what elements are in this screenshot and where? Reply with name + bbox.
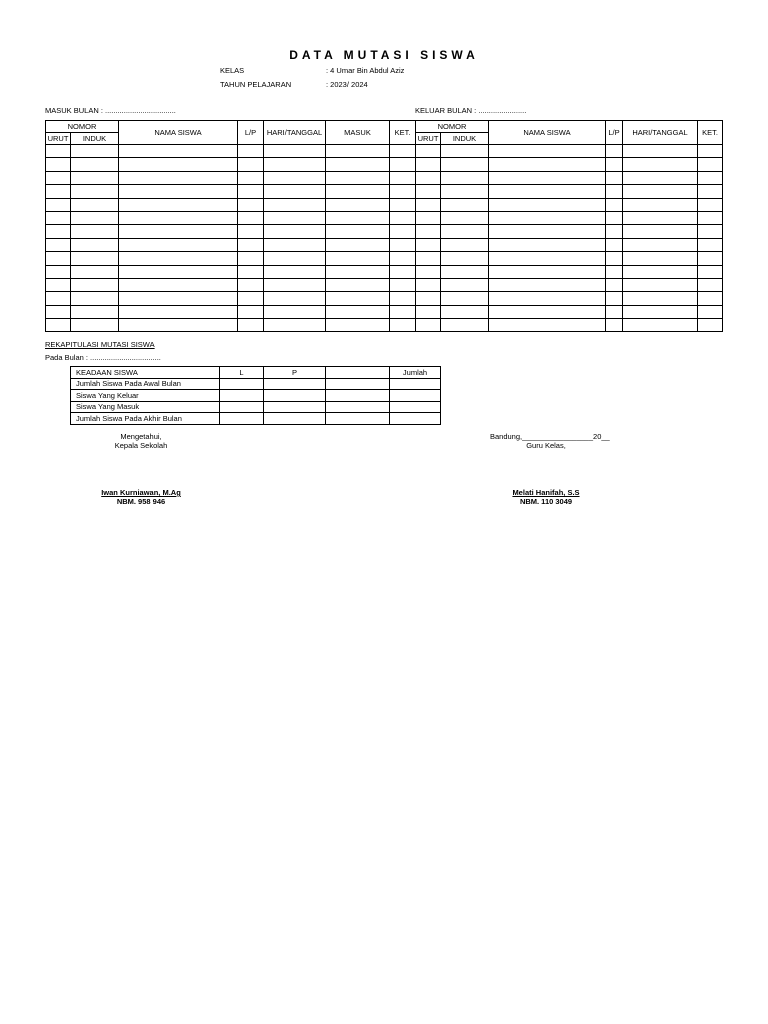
table-cell [46, 158, 71, 171]
table-cell [119, 198, 238, 211]
kelas-label: KELAS [220, 66, 245, 75]
recap-cell [326, 401, 390, 413]
recap-cell [264, 390, 326, 402]
table-cell [264, 292, 326, 305]
table-cell [264, 319, 326, 332]
table-cell [416, 198, 441, 211]
table-cell [46, 265, 71, 278]
table-cell [326, 292, 390, 305]
table-cell [441, 265, 489, 278]
recap-row [71, 401, 441, 413]
table-row [46, 198, 723, 211]
table-cell [698, 319, 723, 332]
table-cell [390, 252, 416, 265]
table-cell [238, 171, 264, 184]
table-cell [441, 252, 489, 265]
keluar-nomor-header: NOMOR [416, 121, 489, 133]
table-cell [390, 171, 416, 184]
table-cell [698, 158, 723, 171]
table-cell [46, 225, 71, 238]
table-row [46, 292, 723, 305]
table-cell [238, 145, 264, 158]
table-cell [71, 278, 119, 291]
table-row [46, 252, 723, 265]
table-cell [71, 305, 119, 318]
table-cell [326, 305, 390, 318]
table-row [46, 225, 723, 238]
table-cell [623, 292, 698, 305]
recap-cell [326, 390, 390, 402]
table-cell [326, 145, 390, 158]
table-cell [698, 252, 723, 265]
table-cell [606, 265, 623, 278]
table-cell [489, 158, 606, 171]
table-cell [698, 278, 723, 291]
table-cell [71, 225, 119, 238]
table-cell [606, 252, 623, 265]
table-cell [238, 292, 264, 305]
page-title: DATA MUTASI SISWA [289, 48, 479, 62]
table-cell [623, 171, 698, 184]
table-cell [326, 185, 390, 198]
tahun-label: TAHUN PELAJARAN [220, 80, 292, 89]
table-cell [441, 198, 489, 211]
table-cell [238, 158, 264, 171]
table-cell [416, 211, 441, 224]
table-cell [698, 225, 723, 238]
table-cell [390, 158, 416, 171]
keluar-ket-header: KET. [698, 121, 723, 145]
table-cell [623, 319, 698, 332]
mutasi-table [45, 120, 723, 332]
table-cell [623, 305, 698, 318]
table-cell [46, 305, 71, 318]
keluar-urut-header: URUT [416, 133, 441, 145]
table-cell [264, 185, 326, 198]
table-cell [606, 238, 623, 251]
recap-cell [220, 390, 264, 402]
table-cell [238, 305, 264, 318]
table-cell [390, 145, 416, 158]
table-cell [264, 278, 326, 291]
table-cell [416, 252, 441, 265]
table-cell [71, 319, 119, 332]
masuk-urut-header: URUT [46, 133, 71, 145]
table-cell [606, 211, 623, 224]
table-cell [119, 145, 238, 158]
keluar-lp-header: L/P [606, 121, 623, 145]
masuk-bulan: MASUK BULAN : .................................. [45, 106, 176, 115]
bandung-date-line: Bandung,_________________20__ [490, 432, 610, 441]
table-cell [390, 185, 416, 198]
table-cell [238, 265, 264, 278]
table-cell [489, 292, 606, 305]
table-cell [416, 238, 441, 251]
table-cell [489, 198, 606, 211]
table-cell [441, 305, 489, 318]
table-row [46, 171, 723, 184]
table-cell [119, 171, 238, 184]
table-cell [119, 305, 238, 318]
recap-cell [264, 401, 326, 413]
masuk-ket-header: KET. [390, 121, 416, 145]
tahun-value: : 2023/ 2024 [326, 80, 368, 89]
masuk-header: MASUK [326, 121, 390, 145]
table-cell [264, 198, 326, 211]
table-cell [71, 158, 119, 171]
table-cell [441, 145, 489, 158]
recap-row [71, 390, 441, 402]
table-cell [606, 319, 623, 332]
table-cell [416, 278, 441, 291]
table-cell [698, 145, 723, 158]
table-cell [623, 252, 698, 265]
table-row [46, 265, 723, 278]
table-cell [698, 238, 723, 251]
table-cell [489, 211, 606, 224]
recap-header-l: L [220, 367, 264, 379]
table-cell [264, 225, 326, 238]
table-cell [71, 252, 119, 265]
table-cell [606, 225, 623, 238]
table-cell [606, 171, 623, 184]
masuk-nomor-header: NOMOR [46, 121, 119, 133]
table-cell [416, 158, 441, 171]
table-cell [119, 158, 238, 171]
table-cell [46, 252, 71, 265]
table-cell [606, 292, 623, 305]
table-cell [489, 238, 606, 251]
mutasi-table-body [46, 145, 723, 332]
table-cell [489, 171, 606, 184]
table-cell [441, 292, 489, 305]
kepala-sekolah-text: Kepala Sekolah [114, 441, 168, 450]
table-cell [238, 198, 264, 211]
table-cell [238, 319, 264, 332]
table-cell [46, 211, 71, 224]
table-cell [119, 211, 238, 224]
table-cell [441, 171, 489, 184]
table-cell [441, 319, 489, 332]
table-cell [119, 319, 238, 332]
table-cell [416, 305, 441, 318]
table-row [46, 278, 723, 291]
table-cell [441, 211, 489, 224]
recap-title: REKAPITULASI MUTASI SISWA [45, 340, 155, 349]
recap-row-label: Jumlah Siswa Pada Akhir Bulan [71, 413, 220, 425]
table-cell [441, 278, 489, 291]
table-cell [698, 171, 723, 184]
recap-cell [390, 401, 441, 413]
table-cell [390, 198, 416, 211]
table-cell [119, 185, 238, 198]
table-cell [46, 292, 71, 305]
table-cell [326, 225, 390, 238]
table-cell [238, 238, 264, 251]
table-cell [623, 225, 698, 238]
table-cell [238, 185, 264, 198]
table-cell [390, 278, 416, 291]
table-cell [416, 265, 441, 278]
table-cell [71, 211, 119, 224]
table-cell [46, 145, 71, 158]
recap-header-blank [326, 367, 390, 379]
table-cell [264, 145, 326, 158]
recap-header-keadaan: KEADAAN SISWA [71, 367, 220, 379]
table-cell [606, 185, 623, 198]
recap-row [71, 413, 441, 425]
table-cell [489, 305, 606, 318]
table-cell [326, 238, 390, 251]
table-cell [416, 225, 441, 238]
recap-cell [220, 378, 264, 390]
table-cell [264, 305, 326, 318]
table-cell [441, 225, 489, 238]
recap-cell [390, 390, 441, 402]
recap-row-label: Siswa Yang Masuk [71, 401, 220, 413]
table-cell [264, 158, 326, 171]
table-cell [71, 185, 119, 198]
table-cell [489, 145, 606, 158]
table-cell [119, 225, 238, 238]
table-cell [623, 265, 698, 278]
table-cell [489, 319, 606, 332]
table-cell [606, 145, 623, 158]
recap-cell [326, 378, 390, 390]
table-cell [416, 185, 441, 198]
table-cell [390, 292, 416, 305]
table-cell [416, 145, 441, 158]
table-cell [264, 238, 326, 251]
table-cell [441, 185, 489, 198]
table-cell [264, 252, 326, 265]
table-cell [698, 305, 723, 318]
guru-kelas-text: Guru Kelas, [526, 441, 566, 450]
table-cell [119, 252, 238, 265]
kepala-sekolah-nbm: NBM. 958 946 [116, 497, 166, 506]
table-cell [441, 158, 489, 171]
table-cell [623, 158, 698, 171]
table-cell [326, 278, 390, 291]
masuk-nama-header: NAMA SISWA [119, 121, 238, 145]
table-cell [416, 319, 441, 332]
table-row [46, 211, 723, 224]
table-cell [326, 252, 390, 265]
table-cell [46, 198, 71, 211]
table-row [46, 319, 723, 332]
recap-cell [390, 413, 441, 425]
table-cell [119, 265, 238, 278]
table-cell [489, 278, 606, 291]
table-cell [623, 238, 698, 251]
table-cell [416, 292, 441, 305]
table-cell [489, 265, 606, 278]
table-cell [606, 278, 623, 291]
table-cell [71, 171, 119, 184]
table-cell [71, 292, 119, 305]
guru-kelas-nbm: NBM. 110 3049 [519, 497, 573, 506]
recap-cell [220, 401, 264, 413]
table-cell [390, 265, 416, 278]
table-cell [390, 225, 416, 238]
table-cell [326, 158, 390, 171]
table-cell [489, 252, 606, 265]
table-cell [71, 265, 119, 278]
table-cell [71, 145, 119, 158]
table-cell [416, 171, 441, 184]
guru-kelas-name: Melati Hanifah, S.S [512, 488, 580, 497]
table-cell [238, 211, 264, 224]
keluar-nama-header: NAMA SISWA [489, 121, 606, 145]
recap-table [70, 366, 441, 425]
table-cell [441, 238, 489, 251]
table-cell [390, 211, 416, 224]
masuk-induk-header: INDUK [71, 133, 119, 145]
table-cell [46, 238, 71, 251]
table-cell [623, 198, 698, 211]
table-cell [264, 211, 326, 224]
keluar-induk-header: INDUK [441, 133, 489, 145]
table-row [46, 158, 723, 171]
recap-cell [390, 378, 441, 390]
recap-row [71, 378, 441, 390]
recap-cell [220, 413, 264, 425]
kepala-sekolah-name: Iwan Kurniawan, M.Ag [101, 488, 181, 497]
mengetahui-text: Mengetahui, [120, 432, 162, 441]
table-cell [623, 278, 698, 291]
table-row [46, 185, 723, 198]
recap-cell [264, 378, 326, 390]
table-cell [606, 198, 623, 211]
table-cell [698, 265, 723, 278]
table-cell [698, 185, 723, 198]
table-cell [119, 278, 238, 291]
kelas-value: : 4 Umar Bin Abdul Aziz [326, 66, 405, 75]
table-cell [264, 265, 326, 278]
table-cell [489, 225, 606, 238]
keluar-bulan: KELUAR BULAN : ....................... [415, 106, 527, 115]
masuk-tanggal-header: HARI/TANGGAL [264, 121, 326, 145]
table-cell [326, 211, 390, 224]
recap-cell [326, 413, 390, 425]
table-cell [46, 171, 71, 184]
table-cell [264, 171, 326, 184]
recap-row-label: Jumlah Siswa Pada Awal Bulan [71, 378, 220, 390]
table-cell [326, 265, 390, 278]
table-cell [698, 292, 723, 305]
table-cell [326, 198, 390, 211]
table-cell [390, 305, 416, 318]
table-cell [606, 305, 623, 318]
table-cell [119, 292, 238, 305]
table-cell [46, 319, 71, 332]
recap-row-label: Siswa Yang Keluar [71, 390, 220, 402]
table-row [46, 238, 723, 251]
table-cell [623, 185, 698, 198]
table-cell [326, 319, 390, 332]
masuk-lp-header: L/P [238, 121, 264, 145]
table-cell [71, 198, 119, 211]
table-cell [390, 319, 416, 332]
table-cell [46, 278, 71, 291]
table-cell [606, 158, 623, 171]
table-cell [698, 198, 723, 211]
table-cell [698, 211, 723, 224]
keluar-tanggal-header: HARI/TANGGAL [623, 121, 698, 145]
table-row [46, 145, 723, 158]
table-cell [46, 185, 71, 198]
recap-cell [264, 413, 326, 425]
table-cell [326, 171, 390, 184]
table-cell [238, 252, 264, 265]
recap-pada-bulan: Pada Bulan : .................................. [45, 353, 161, 362]
recap-header-jumlah: Jumlah [390, 367, 441, 379]
table-cell [238, 225, 264, 238]
table-cell [71, 238, 119, 251]
recap-header-p: P [264, 367, 326, 379]
table-row [46, 305, 723, 318]
table-cell [119, 238, 238, 251]
table-cell [390, 238, 416, 251]
table-cell [489, 185, 606, 198]
table-cell [623, 145, 698, 158]
table-cell [238, 278, 264, 291]
table-cell [623, 211, 698, 224]
